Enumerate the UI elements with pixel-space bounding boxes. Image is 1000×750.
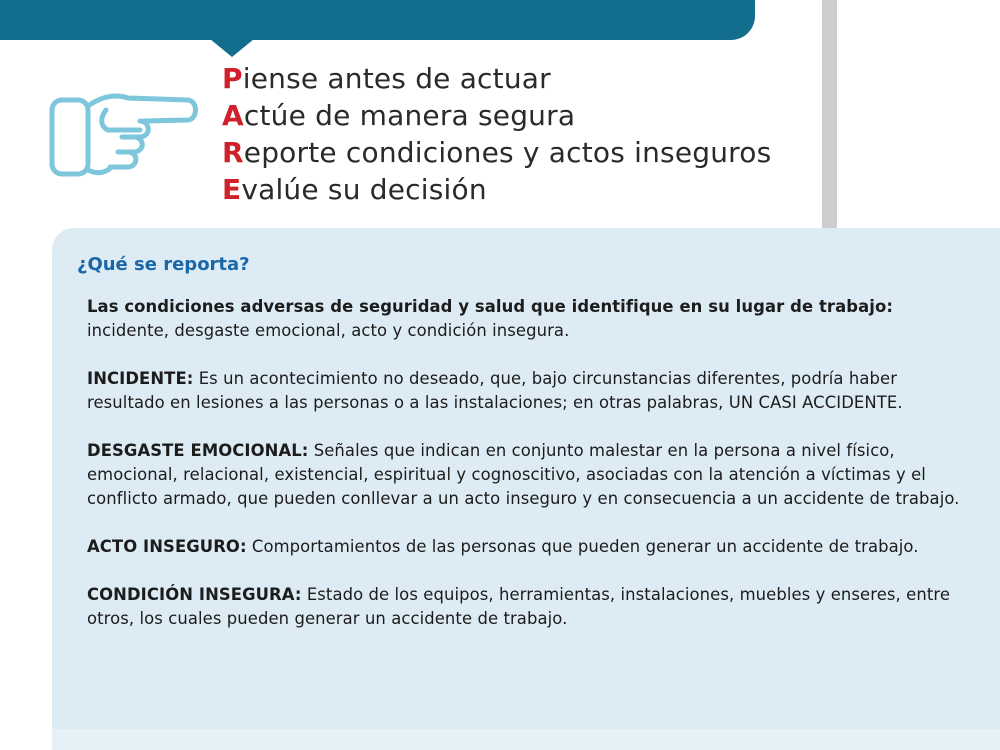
vertical-divider	[822, 0, 837, 228]
pare-acronym	[222, 60, 771, 208]
pare-letter: E	[222, 173, 242, 206]
top-banner	[0, 0, 755, 40]
intro-paragraph	[87, 295, 967, 343]
definition-incidente	[87, 367, 967, 415]
definition-text: Estado de los equipos, herramientas, instalaciones, muebles y enseres, entre otros, los cuales pueden generar un accidente de trabajo.	[87, 585, 951, 628]
pare-text: ctúe de manera segura	[243, 99, 576, 132]
pare-letter: A	[222, 99, 244, 132]
pointing-hand-icon	[48, 90, 200, 182]
intro-text: incidente, desgaste emocional, acto y condición insegura.	[87, 321, 570, 340]
definition-text: Es un acontecimiento no deseado, que, bajo circunstancias diferentes, podría haber resultado en lesiones a las personas o a las instalaciones; en otras palabras, UN CASI ACCIDENTE.	[87, 369, 903, 412]
definition-term: INCIDENTE:	[87, 369, 194, 388]
pare-line-a	[222, 97, 771, 134]
panel-bottom-strip	[52, 729, 1000, 750]
pare-text: iense antes de actuar	[242, 62, 551, 95]
report-body	[87, 295, 967, 655]
definition-term: CONDICIÓN INSEGURA:	[87, 585, 302, 604]
definition-text: Señales que indican en conjunto malestar en la persona a nivel físico, emocional, relacional, existencial, espiritual y cognoscitivo, asociadas con la atención a víctimas y el conflicto armado, que pueden conllevar a un acto inseguro y en consecuencia a un accidente de trabajo.	[87, 441, 960, 508]
pare-line-r	[222, 134, 771, 171]
report-title: ¿Qué se reporta?	[77, 254, 250, 275]
definition-desgaste-emocional	[87, 439, 967, 511]
definition-term: ACTO INSEGURO:	[87, 537, 247, 556]
pare-text: eporte condiciones y actos inseguros	[243, 136, 772, 169]
pare-text: valúe su decisión	[241, 173, 487, 206]
pare-letter: R	[222, 136, 244, 169]
definition-text: Comportamientos de las personas que pueden generar un accidente de trabajo.	[246, 537, 919, 556]
definition-condicion-insegura	[87, 583, 967, 631]
definition-acto-inseguro	[87, 535, 967, 559]
definition-term: DESGASTE EMOCIONAL:	[87, 441, 309, 460]
intro-bold: Las condiciones adversas de seguridad y salud que identifique en su lugar de trabajo:	[87, 297, 893, 316]
pare-line-e	[222, 171, 771, 208]
pare-letter: P	[222, 62, 243, 95]
pare-line-p	[222, 60, 771, 97]
banner-pointer	[210, 39, 254, 57]
